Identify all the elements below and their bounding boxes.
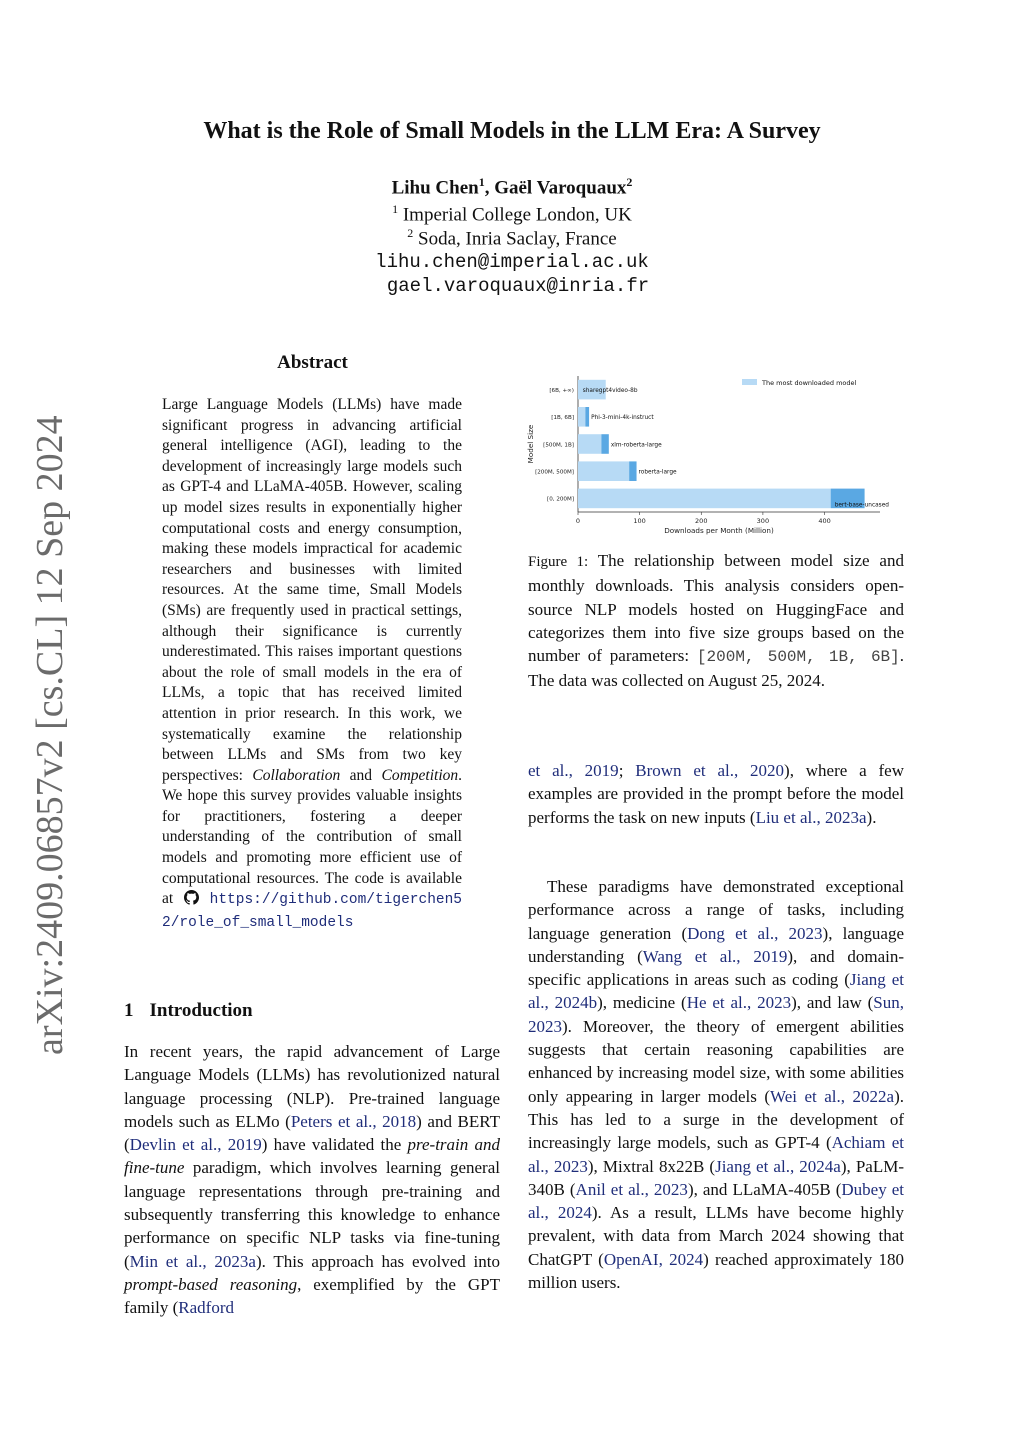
section-number: 1 bbox=[124, 1000, 134, 1021]
citation-link[interactable]: Jiang et al., 2024a bbox=[715, 1156, 841, 1176]
affiliation: $^2$ Soda, Inria Saclay, France bbox=[407, 226, 617, 250]
y-tick-label: [500M, 1B] bbox=[543, 442, 574, 449]
paper-title: What is the Role of Small Models in the LLM Era: A Survey bbox=[203, 118, 821, 144]
author-list: Lihu Chen$^1$, Gaël Varoquaux$^2$ bbox=[391, 175, 633, 199]
citation-link[interactable]: Anil et al., 2023 bbox=[575, 1179, 688, 1199]
legend-label: The most downloaded model bbox=[762, 379, 857, 387]
section-heading bbox=[124, 1000, 253, 1022]
y-tick-label: [0, 200M] bbox=[547, 496, 574, 503]
introduction-paragraph: In recent years, the rapid advancement of Large Language Models (LLMs) has revolutionized natural language processing (NLP). Pre-trained language models such as ELMo (Peters et al., 2018) and BERT (Devlin et al., 2019) have validated the pre-train and fine-tune paradigm, which involves learning general language representations through pre-training and subsequently transferring this knowledge to enhance performance on specific NLP tasks via fine-tuning (Min et al., 2023a). This approach has evolved into prompt-based reasoning, exemplified by the GPT family (Radford bbox=[124, 1042, 501, 1318]
y-tick-label: [1B, 6B] bbox=[551, 415, 574, 422]
bar-total-downloads bbox=[578, 407, 585, 427]
citation-link[interactable]: Liu et al., 2023a bbox=[755, 807, 867, 827]
citation-link[interactable]: Peters et al., 2018 bbox=[290, 1111, 417, 1131]
citation-link[interactable]: Dubey et al., 2024 bbox=[528, 1179, 905, 1223]
author-name: Gaël Varoquaux bbox=[494, 177, 627, 199]
bar-model-label: Phi-3-mini-4k-instruct bbox=[591, 415, 654, 422]
author-affiliation-mark: 1 bbox=[478, 175, 485, 189]
bar-model-label: bert-base-uncased bbox=[834, 502, 889, 509]
citation-link[interactable]: Jiang et al., 2024b bbox=[528, 970, 904, 1013]
author-email[interactable]: lihu.chen@imperial.ac.uk bbox=[375, 251, 649, 273]
citation-link[interactable]: OpenAI, 2024 bbox=[603, 1249, 704, 1269]
bar-model-label: roberta-large bbox=[638, 469, 677, 476]
x-axis-title: Downloads per Month (Million) bbox=[664, 526, 774, 535]
x-tick-label: 200 bbox=[695, 517, 708, 525]
citation-link[interactable]: Min et al., 2023a bbox=[129, 1251, 256, 1271]
code-repository-link[interactable]: https://github.com/tigerchen52/role_of_small_models bbox=[162, 892, 462, 931]
x-tick-label: 0 bbox=[575, 517, 581, 525]
citation-link[interactable]: Achiam et al., 2023 bbox=[528, 1133, 904, 1176]
citation-link[interactable]: et al., 2019 bbox=[528, 761, 619, 780]
x-tick-label: 400 bbox=[818, 517, 831, 525]
abstract-heading: Abstract bbox=[277, 352, 348, 373]
github-icon bbox=[184, 890, 199, 912]
body-paragraph: These paradigms have demonstrated exceptional performance across a range of tasks, including language generation (Dong et al., 2023), language understanding (Wang et al., 2019), and domain-specific applications in areas such as coding (Jiang et al., 2024b), medicine (He et al., 2023), and law (Sun, 2023). Moreover, the theory of emergent abilities suggests that certain reasoning capabilities are enhanced by increasing model size, with some abilities only appearing in larger models (Wei et al., 2022a). This has led to a surge in the development of increasingly large models, such as GPT-4 (Achiam et al., 2023), Mixtral 8x22B (Jiang et al., 2024a), PaLM-340B (Anil et al., 2023), and LLaMA-405B (Dubey et al., 2024). As a result, LLMs have become highly prevalent, with data from March 2024 showing that ChatGPT (OpenAI, 2024) reached approximately 180 million users. bbox=[528, 877, 905, 1293]
bar-most-downloaded bbox=[585, 407, 589, 427]
citation-link[interactable]: Wei et al., 2022a bbox=[770, 1086, 895, 1106]
parameter-bins: [200M, 500M, 1B, 6B] bbox=[696, 648, 900, 667]
bar-most-downloaded bbox=[629, 461, 636, 481]
arxiv-identifier: arXiv:2409.06857v2 [cs.CL] 12 Sep 2024 bbox=[29, 415, 71, 1055]
author-email[interactable]: gael.varoquaux@inria.fr bbox=[386, 275, 650, 297]
body-paragraph: et al., 2019; Brown et al., 2020), where a few examples are provided in the prompt before the model performs the task on new inputs (Liu et al., 2023a). bbox=[528, 761, 904, 827]
y-axis-title: Model Size bbox=[526, 424, 535, 464]
legend-swatch bbox=[742, 379, 757, 385]
citation-link[interactable]: Devlin et al., 2019 bbox=[129, 1135, 262, 1155]
figure-label: Figure 1: bbox=[528, 554, 589, 570]
author-affiliation-mark: 2 bbox=[626, 175, 633, 189]
bar-model-label: sharegpt4video-8b bbox=[582, 387, 638, 394]
citation-link[interactable]: Dong et al., 2023 bbox=[687, 923, 823, 943]
y-tick-label: [200M, 500M] bbox=[535, 469, 574, 476]
affiliation: $^1$ Imperial College London, UK bbox=[392, 202, 632, 226]
x-tick-label: 100 bbox=[633, 517, 646, 525]
author-name: Lihu Chen bbox=[391, 177, 479, 199]
citation-link[interactable]: Wang et al., 2019 bbox=[642, 946, 788, 966]
figure-1-chart bbox=[524, 370, 924, 535]
bar-model-label: xlm-roberta-large bbox=[610, 442, 662, 449]
bar-total-downloads bbox=[578, 489, 831, 509]
citation-link[interactable]: Sun, 2023 bbox=[528, 993, 904, 1036]
section-title: Introduction bbox=[149, 1000, 253, 1021]
citation-link[interactable]: He et al., 2023 bbox=[686, 993, 792, 1013]
bar-total-downloads bbox=[578, 461, 629, 481]
figure-caption: Figure 1: The relationship between model size and monthly downloads. This analysis considers open-source NLP models hosted on HuggingFace and categorizes them into five size groups based on the number of parameters: [200M, 500M, 1B, 6B]. The data was collected on August 25, 2024. bbox=[528, 551, 904, 691]
citation-link[interactable]: Radford bbox=[178, 1298, 235, 1318]
abstract-text: Large Language Models (LLMs) have made significant progress in advancing artificial general intelligence (AGI), leading to the development of increasingly large models such as GPT-4 and LLaMA-405B. However, scaling up model sizes results in exponentially higher computational costs and energy consumption, making these models impractical for academic researchers and businesses with limited resources. At the same time, Small Models (SMs) are frequently used in practical settings, although their significance is currently underestimated. This raises important questions about the role of small models in the era of LLMs, a topic that has received limited attention in prior research. In this work, we systematically examine the relationship between LLMs and SMs from two key perspectives: Collaboration and Competition. We hope this survey provides valuable insights for practitioners, fostering a deeper understanding of the contribution of small models and promoting more efficient use of computational resources. The code is available at https://github.com/tigerchen52/role_of_small_models bbox=[162, 396, 462, 931]
bar-most-downloaded bbox=[601, 434, 608, 454]
y-tick-label: [6B, +∞) bbox=[549, 387, 574, 394]
citation-link[interactable]: Brown et al., 2020 bbox=[635, 761, 785, 780]
bar-total-downloads bbox=[578, 434, 601, 454]
x-tick-label: 300 bbox=[756, 517, 770, 525]
